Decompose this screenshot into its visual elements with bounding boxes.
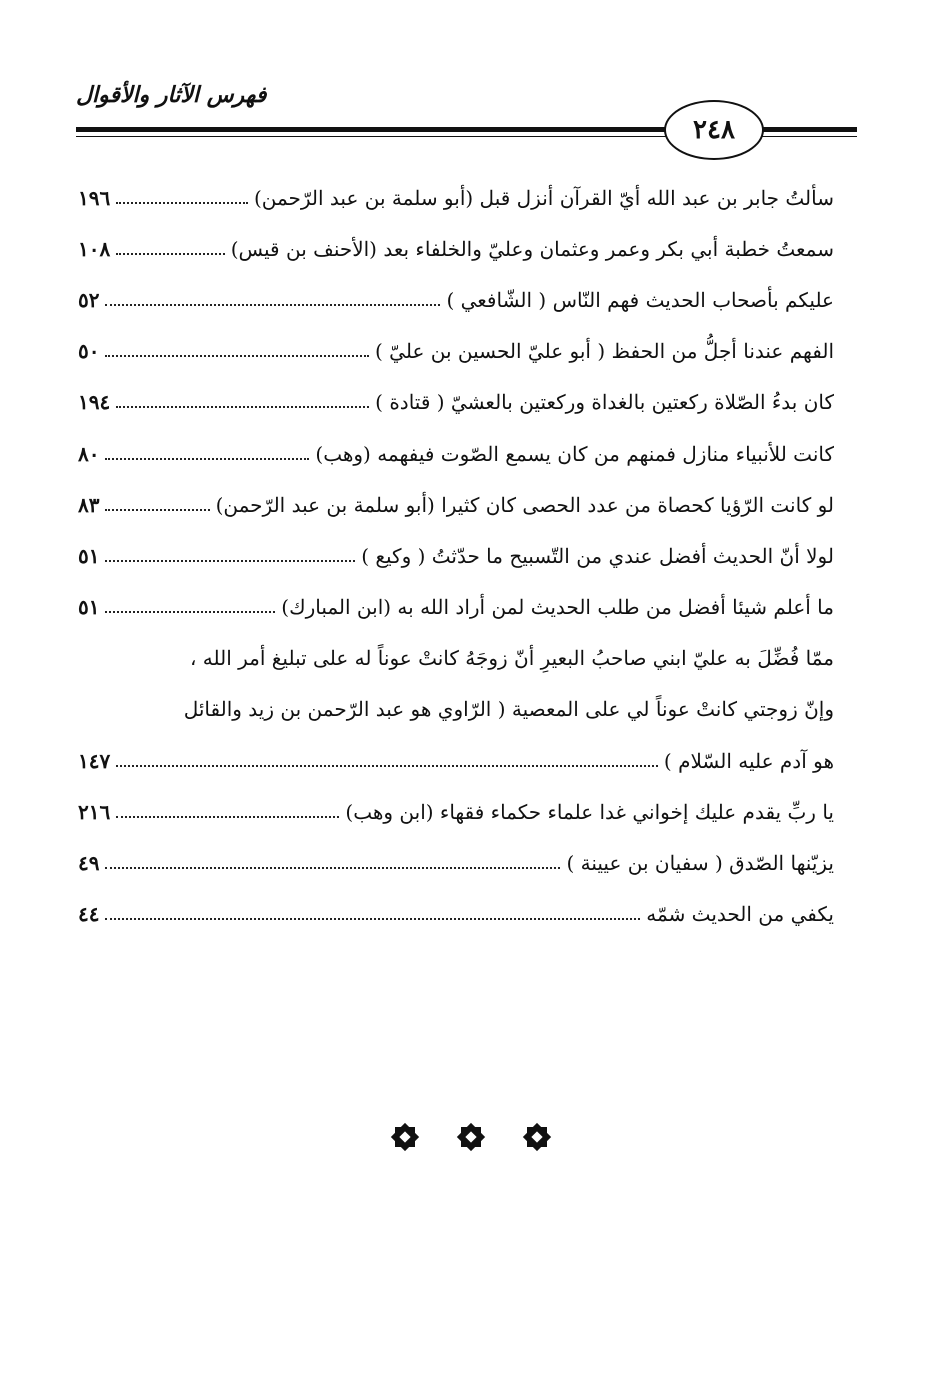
leader-dots [116, 406, 369, 408]
entry-page-number: ٥٢ [78, 287, 100, 312]
leader-dots [105, 458, 309, 460]
entry-text: عليكم بأصحاب الحديث فهم النّاس ( الشّافعي ) [446, 287, 834, 312]
entry-page-number: ٤٤ [78, 902, 100, 927]
leader-dots [105, 918, 640, 920]
entry-page-number: ٢١٦ [78, 799, 111, 824]
entry-text: هو آدم عليه السّلام ) [663, 748, 834, 773]
entry-page-number: ٤٩ [78, 851, 100, 876]
leader-dots [105, 355, 369, 357]
index-entry [78, 274, 834, 325]
entry-page-number: ١٩٤ [78, 390, 111, 415]
page-number-badge [664, 100, 764, 160]
entry-text: لو كانت الرّؤيا كحصاة من عدد الحصى كان كثيرا (أبو سلمة بن عبد الرّحمن) [215, 492, 834, 517]
star-ornament-icon [456, 1122, 486, 1152]
entry-text: كانت للأنبياء منازل فمنهم من كان يسمع الصّوت فيفهمه (وهب) [315, 441, 834, 466]
leader-dots [116, 253, 224, 255]
leader-dots [116, 765, 658, 767]
entry-text: سمعتُ خطبة أبي بكر وعمر وعثمان وعليّ والخلفاء بعد (الأحنف بن قيس) [230, 236, 834, 261]
entry-page-number: ٥١ [78, 543, 100, 568]
entry-page-number: ٥٠ [78, 339, 100, 364]
entry-text: يكفي من الحديث شمّه [646, 902, 834, 927]
index-entry [78, 786, 834, 837]
index-entry [78, 326, 834, 377]
index-entry [78, 530, 834, 581]
entry-page-number: ٨٠ [78, 441, 100, 466]
star-ornament-icon [522, 1122, 552, 1152]
leader-dots [116, 202, 248, 204]
leader-dots [105, 304, 440, 306]
index-entry [78, 172, 834, 223]
entry-text: الفهم عندنا أجلُّ من الحفظ ( أبو عليّ الحسين بن عليّ ) [375, 339, 834, 364]
index-entry [78, 479, 834, 530]
entry-page-number: ٥١ [78, 595, 100, 620]
entry-text: سألتُ جابر بن عبد الله أيّ القرآن أنزل قبل (أبو سلمة بن عبد الرّحمن) [253, 185, 834, 210]
index-entry [78, 735, 834, 786]
entry-text: لولا أنّ الحديث أفضل عندي من التّسبيح ما حدّثتُ ( وكيع ) [361, 543, 834, 568]
entry-page-number: ٨٣ [78, 492, 100, 517]
entry-page-number: ١٩٦ [78, 185, 111, 210]
leader-dots [105, 560, 355, 562]
index-entry [78, 582, 834, 633]
index-entry [78, 889, 834, 940]
entry-text: يا ربِّ يقدم عليك إخواني غدا علماء حكماء فقهاء (ابن وهب) [345, 799, 834, 824]
entry-text: ممّا فُضِّلَ به عليّ ابني صاحبُ البعيرِ أنّ زوجَهُ كانتْ عوناً له على تبليغ أمر الله ، [189, 646, 834, 671]
leader-dots [105, 509, 209, 511]
page-number: ٢٤٨ [693, 115, 735, 145]
entry-text: ما أعلم شيئا أفضل من طلب الحديث لمن أراد الله به (ابن المبارك) [281, 595, 834, 620]
section-end-ornaments [0, 1122, 941, 1152]
index-entry-continued [78, 684, 834, 735]
index-entry [78, 377, 834, 428]
leader-dots [116, 816, 339, 818]
star-ornament-icon [390, 1122, 420, 1152]
running-header-title: فهرس الآثار والأقوال [76, 82, 267, 108]
entry-text: يزيّنها الصّدق ( سفيان بن عيينة ) [566, 851, 834, 876]
index-entry [78, 223, 834, 274]
index-entry [78, 428, 834, 479]
entry-text: وإنّ زوجتي كانتْ عوناً لي على المعصية ( الرّاوي هو عبد الرّحمن بن زيد والقائل [183, 697, 834, 722]
index-entry [78, 837, 834, 888]
entry-page-number: ١٤٧ [78, 748, 111, 773]
leader-dots [105, 611, 275, 613]
index-entry-continued [78, 633, 834, 684]
leader-dots [105, 867, 560, 869]
index-entries-list [78, 172, 834, 940]
entry-text: كان بدءُ الصّلاة ركعتين بالغداة وركعتين بالعشيّ ( قتادة ) [375, 390, 834, 415]
entry-page-number: ١٠٨ [78, 236, 111, 261]
